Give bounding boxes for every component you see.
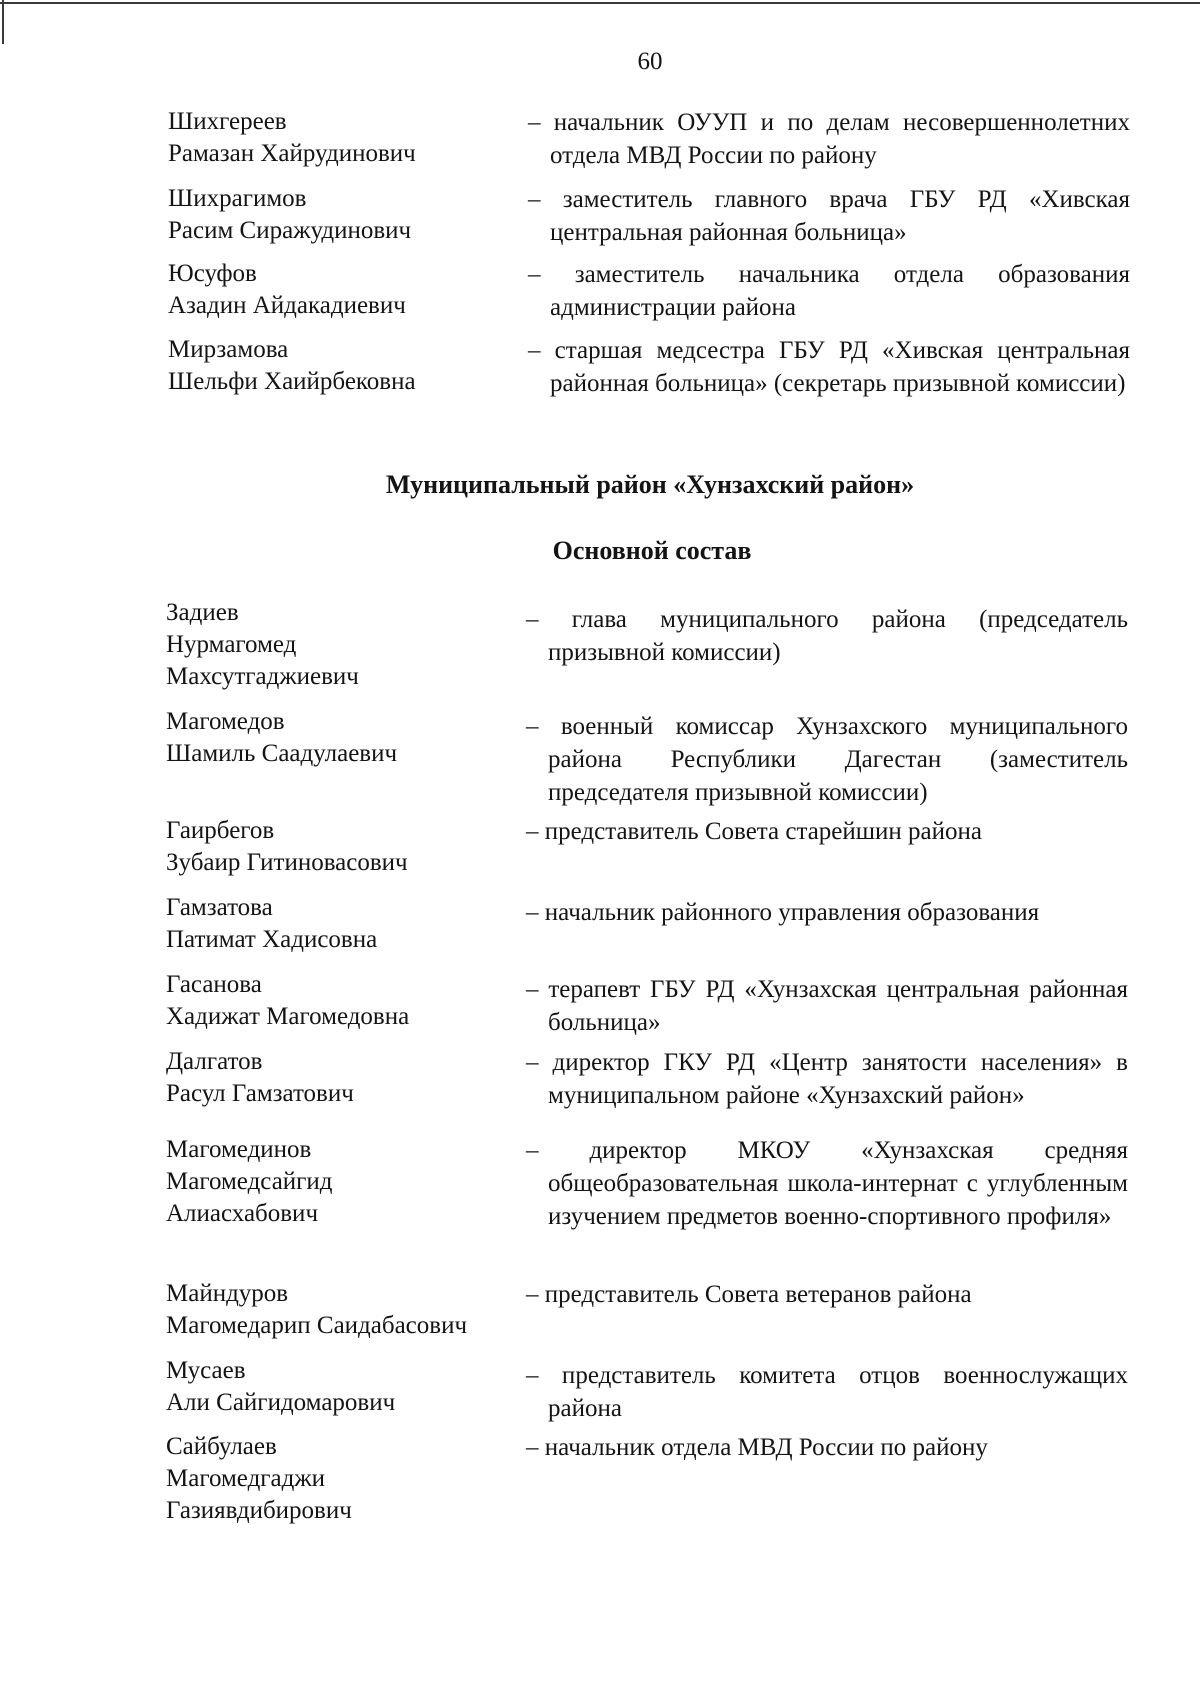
person-name: Задиев Нурмагомед Махсутгаджиевич [166, 599, 359, 690]
person-name: Мусаев Али Сайгидомарович [166, 1357, 396, 1416]
person-role: – представитель Совета старейшин района [526, 818, 982, 845]
person-role: – военный комиссар Хунзахского муниципального района Республики Дагестан (заместитель председателя призывной комиссии) [526, 713, 1128, 806]
person-role: – представитель комитета отцов военнослужащих района [526, 1362, 1128, 1422]
list-item [166, 1431, 1200, 1527]
list-item [166, 706, 1200, 806]
list-item [168, 183, 1200, 247]
list-item [166, 892, 1200, 956]
person-name: Гасанова Хадижат Магомедовна [166, 971, 410, 1030]
person-role: – глава муниципального района (председатель призывной комиссии) [526, 606, 1128, 666]
person-role: – начальник районного управления образования [526, 899, 1040, 926]
person-role: – директор ГКУ РД «Центр занятости населения» в муниципальном районе «Хунзахский район» [526, 1049, 1128, 1109]
list-item [166, 1134, 1200, 1230]
list-item [168, 334, 1200, 398]
person-name: Мирзамова Шельфи Хаийрбековна [168, 336, 416, 395]
district-heading: Муниципальный район «Хунзахский район» [385, 470, 915, 499]
person-name: Шихрагимов Расим Сиражудинович [168, 185, 412, 244]
person-role: – начальник отдела МВД России по району [526, 1434, 988, 1461]
composition-heading: Основной состав [552, 536, 752, 565]
list-item [166, 1278, 1200, 1342]
person-role: – начальник ОУУП и по делам несовершеннолетних отдела МВД России по району [528, 109, 1130, 169]
list-item [166, 1046, 1200, 1110]
person-role: – заместитель главного врача ГБУ РД «Хивская центральная районная больница» [528, 186, 1130, 246]
person-role: – терапевт ГБУ РД «Хунзахская центральная районная больница» [526, 976, 1128, 1036]
list-item [168, 258, 1200, 322]
person-role: – директор МКОУ «Хунзахская средняя общеобразовательная школа-интернат с углубленным изучением предметов военно-спортивного профиля» [526, 1137, 1128, 1230]
person-name: Юсуфов Азадин Айдакадиевич [168, 260, 406, 319]
scan-border-left [2, 0, 4, 44]
person-name: Магомедов Шамиль Саадулаевич [166, 708, 398, 767]
person-name: Гаирбегов Зубаир Гитиновасович [166, 817, 408, 876]
list-item [166, 597, 1200, 693]
page-number: 60 [637, 48, 663, 75]
list-item [166, 815, 1200, 879]
person-name: Далгатов Расул Гамзатович [166, 1048, 354, 1107]
person-name: Майндуров Магомедарип Саидабасович [166, 1280, 468, 1339]
person-role: – старшая медсестра ГБУ РД «Хивская центральная районная больница» (секретарь призывной комиссии) [528, 337, 1130, 397]
list-item [168, 106, 1200, 170]
person-name: Сайбулаев Магомедгаджи Газиявдибирович [166, 1433, 352, 1524]
person-name: Шихгереев Рамазан Хайрудинович [168, 108, 416, 167]
person-name: Магомединов Магомедсайгид Алиасхабович [166, 1136, 333, 1227]
list-item [166, 1355, 1200, 1422]
list-item [166, 969, 1200, 1036]
person-role: – заместитель начальника отдела образования администрации района [528, 261, 1130, 321]
scan-border-top [0, 2, 1200, 4]
person-name: Гамзатова Патимат Хадисовна [166, 894, 378, 953]
person-role: – представитель Совета ветеранов района [526, 1281, 972, 1308]
